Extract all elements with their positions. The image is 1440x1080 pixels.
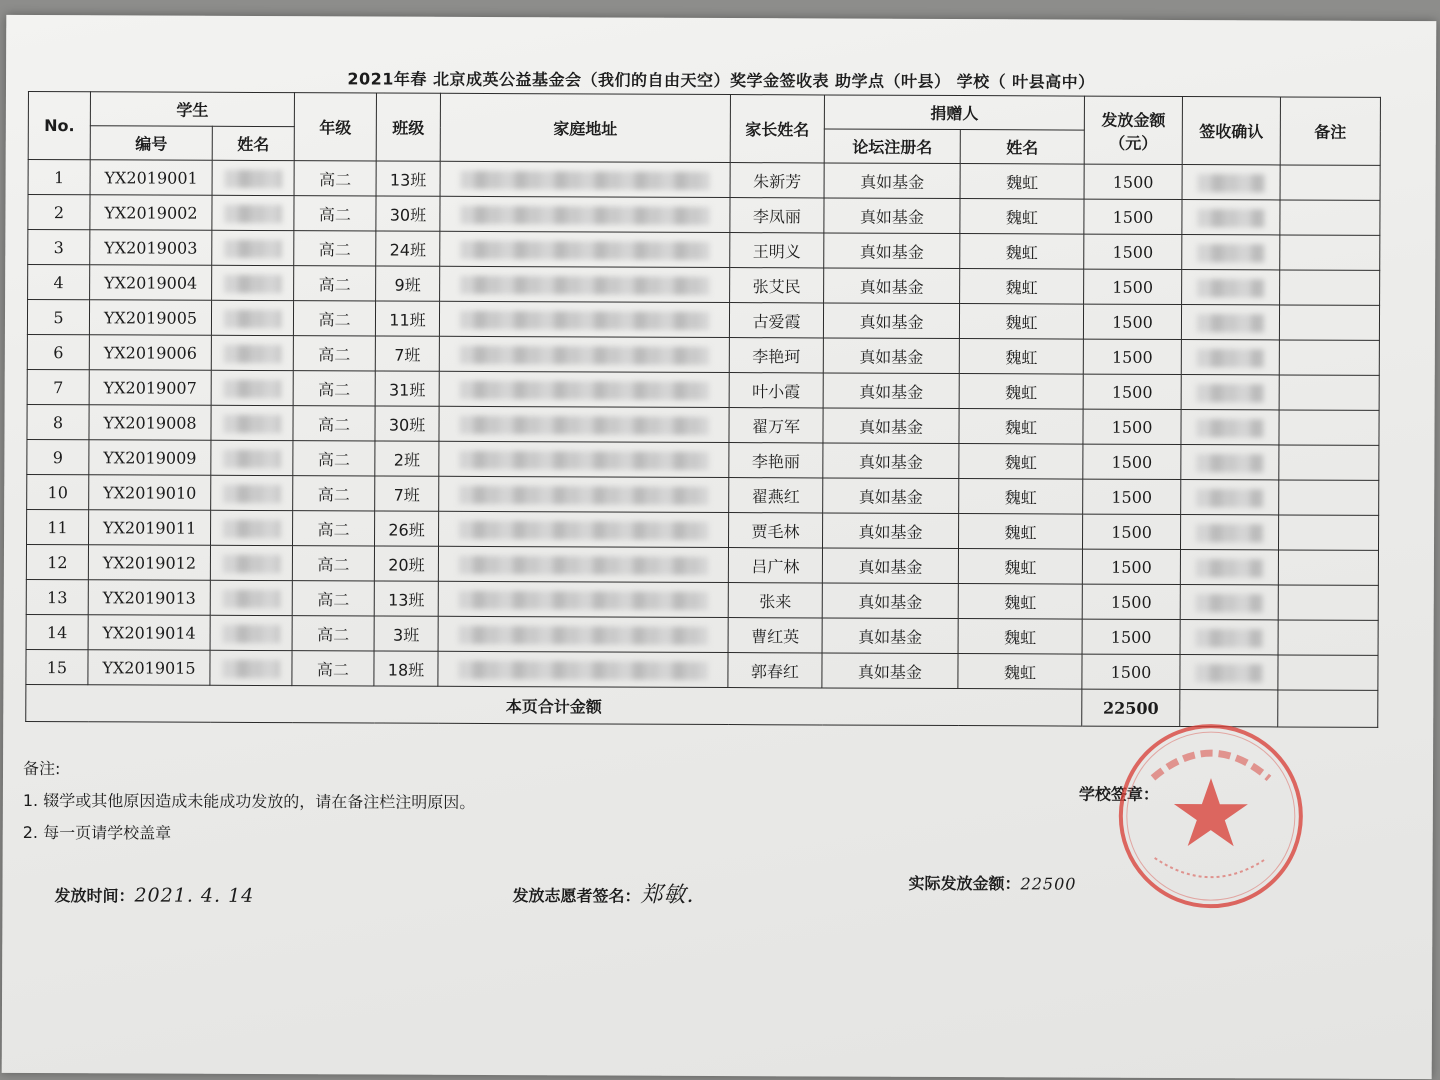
row-grade: 高二 — [294, 231, 376, 266]
row-no: 11 — [27, 509, 89, 544]
redaction-blur — [223, 590, 280, 608]
scholarship-receipt-sheet — [2, 15, 1437, 1079]
row-address-redacted — [438, 616, 728, 652]
row-amount: 1500 — [1083, 374, 1181, 409]
redaction-blur — [1195, 594, 1263, 612]
header-sign: 签收确认 — [1182, 97, 1280, 165]
row-grade: 高二 — [294, 161, 376, 196]
row-class: 20班 — [374, 546, 438, 581]
row-remark — [1279, 445, 1379, 480]
row-student-name-redacted — [210, 650, 292, 685]
row-forum-name: 真如基金 — [823, 373, 959, 409]
redaction-blur — [1195, 559, 1263, 577]
row-no: 15 — [26, 649, 88, 684]
document-title: 2021年春 北京成英公益基金会（我们的自由天空）奖学金签收表 助学点（叶县） 学校（ 叶县高中） — [347, 69, 1095, 92]
school-stamp-label: 学校签章： — [1078, 784, 1159, 804]
row-forum-name: 真如基金 — [824, 198, 960, 234]
row-remark — [1280, 270, 1380, 305]
issue-date-value: 2021. 4. 14 — [134, 884, 255, 907]
row-address-redacted — [440, 196, 730, 232]
table-row — [26, 649, 1378, 690]
row-grade: 高二 — [293, 406, 375, 441]
row-amount: 1500 — [1084, 164, 1182, 199]
table-row — [26, 544, 1378, 585]
row-signature-redacted — [1181, 340, 1279, 375]
row-signature-redacted — [1181, 305, 1279, 340]
row-donor-name: 魏虹 — [959, 479, 1083, 515]
header-donor-name: 姓名 — [960, 130, 1084, 165]
row-parent-name: 古爱霞 — [729, 303, 823, 338]
row-grade: 高二 — [293, 441, 375, 476]
row-no: 14 — [26, 614, 88, 649]
table-row — [28, 264, 1380, 305]
redaction-blur — [459, 556, 708, 575]
row-forum-name: 真如基金 — [824, 163, 960, 199]
redaction-blur — [1196, 489, 1264, 507]
row-student-name-redacted — [211, 370, 293, 405]
row-class: 7班 — [375, 336, 439, 371]
row-student-name-redacted — [212, 265, 294, 300]
row-no: 13 — [26, 579, 88, 614]
row-parent-name: 贾毛林 — [729, 513, 823, 548]
row-grade: 高二 — [293, 476, 375, 511]
row-class: 13班 — [374, 581, 438, 616]
redaction-blur — [224, 310, 281, 328]
table-row — [27, 474, 1379, 515]
row-signature-redacted — [1181, 410, 1279, 445]
row-parent-name: 郭春红 — [728, 653, 822, 688]
table-row — [28, 194, 1380, 235]
row-no: 1 — [28, 159, 90, 194]
row-no: 3 — [28, 229, 90, 264]
row-parent-name: 叶小霞 — [729, 373, 823, 408]
header-amount: 发放金额（元） — [1084, 96, 1182, 164]
row-student-name-redacted — [211, 300, 293, 335]
row-forum-name: 真如基金 — [822, 618, 958, 654]
row-parent-name: 翟万军 — [729, 408, 823, 443]
row-remark — [1279, 340, 1379, 375]
row-grade: 高二 — [292, 616, 374, 651]
redaction-blur — [1196, 454, 1264, 472]
row-forum-name: 真如基金 — [823, 443, 959, 479]
row-no: 8 — [27, 404, 89, 439]
header-class: 班级 — [376, 93, 440, 161]
table-row — [27, 404, 1379, 445]
row-student-id: YX2019012 — [88, 545, 210, 581]
row-no: 2 — [28, 194, 90, 229]
issue-date-label: 发放时间： — [54, 886, 135, 906]
total-label: 本页合计金额 — [505, 696, 602, 716]
redaction-blur — [460, 451, 709, 470]
header-remark: 备注 — [1280, 97, 1380, 165]
row-class: 13班 — [376, 161, 440, 196]
row-grade: 高二 — [292, 581, 374, 616]
table-row — [27, 299, 1379, 340]
row-class: 26班 — [375, 511, 439, 546]
row-address-redacted — [439, 441, 729, 477]
row-parent-name: 李艳丽 — [729, 443, 823, 478]
table-row — [27, 509, 1379, 550]
redaction-blur — [1196, 384, 1264, 402]
redaction-blur — [1197, 314, 1265, 332]
actual-amount — [908, 871, 1076, 895]
row-student-id: YX2019013 — [88, 580, 210, 616]
row-student-id: YX2019003 — [90, 230, 212, 266]
redaction-blur — [223, 625, 280, 643]
header-grade: 年级 — [294, 93, 376, 161]
row-donor-name: 魏虹 — [959, 409, 1083, 445]
row-no: 9 — [27, 439, 89, 474]
volunteer-label: 发放志愿者签名： — [512, 886, 641, 906]
redaction-blur — [461, 171, 710, 190]
row-student-name-redacted — [210, 615, 292, 650]
issue-date — [54, 883, 254, 907]
row-parent-name: 李艳珂 — [729, 338, 823, 373]
redaction-blur — [461, 241, 710, 260]
row-donor-name: 魏虹 — [959, 514, 1083, 550]
header-parent: 家长姓名 — [730, 95, 824, 163]
redaction-blur — [1196, 349, 1264, 367]
row-forum-name: 真如基金 — [823, 513, 959, 549]
header-forum-name: 论坛注册名 — [824, 129, 960, 164]
row-donor-name: 魏虹 — [958, 549, 1082, 585]
row-student-name-redacted — [212, 230, 294, 265]
row-student-id: YX2019006 — [89, 335, 211, 371]
row-forum-name: 真如基金 — [823, 338, 959, 374]
redaction-blur — [460, 276, 709, 295]
row-no: 12 — [26, 544, 88, 579]
row-grade: 高二 — [293, 336, 375, 371]
row-parent-name: 吕广林 — [728, 548, 822, 583]
row-class: 7班 — [375, 476, 439, 511]
total-label-cell — [26, 684, 1082, 726]
notes-heading: 备注: — [22, 758, 61, 779]
row-student-id: YX2019015 — [88, 650, 210, 686]
row-signature-redacted — [1180, 620, 1278, 655]
row-amount: 1500 — [1084, 234, 1182, 269]
row-signature-redacted — [1180, 655, 1278, 690]
redaction-blur — [223, 485, 280, 503]
row-address-redacted — [438, 546, 728, 582]
redaction-blur — [460, 381, 709, 400]
row-grade: 高二 — [293, 371, 375, 406]
row-donor-name: 魏虹 — [960, 199, 1084, 235]
volunteer-signature — [512, 877, 694, 909]
table-row — [28, 159, 1380, 200]
row-address-redacted — [439, 371, 729, 407]
row-remark — [1280, 235, 1380, 270]
row-forum-name: 真如基金 — [822, 548, 958, 584]
row-class: 24班 — [376, 231, 440, 266]
row-donor-name: 魏虹 — [959, 339, 1083, 375]
redaction-blur — [1197, 174, 1265, 192]
row-grade: 高二 — [293, 301, 375, 336]
row-student-id: YX2019014 — [88, 615, 210, 651]
row-address-redacted — [438, 581, 728, 617]
redaction-blur — [1195, 629, 1263, 647]
row-student-id: YX2019005 — [89, 300, 211, 336]
redaction-blur — [224, 240, 281, 258]
row-forum-name: 真如基金 — [824, 233, 960, 269]
row-remark — [1278, 585, 1378, 620]
row-signature-redacted — [1181, 445, 1279, 480]
row-forum-name: 真如基金 — [822, 583, 958, 619]
actual-amount-label: 实际发放金额： — [908, 873, 1021, 894]
redaction-blur — [1197, 209, 1265, 227]
row-parent-name: 曹红英 — [728, 618, 822, 653]
redaction-blur — [225, 170, 282, 188]
row-amount: 1500 — [1083, 514, 1181, 549]
row-no: 5 — [27, 299, 89, 334]
row-no: 10 — [27, 474, 89, 509]
row-class: 30班 — [375, 406, 439, 441]
redaction-blur — [225, 205, 282, 223]
redaction-blur — [460, 416, 709, 435]
row-address-redacted — [439, 336, 729, 372]
row-forum-name: 真如基金 — [823, 478, 959, 514]
row-remark — [1279, 410, 1379, 445]
actual-amount-value: 22500 — [1020, 874, 1077, 894]
row-donor-name: 魏虹 — [960, 164, 1084, 200]
row-no: 4 — [28, 264, 90, 299]
row-student-id: YX2019004 — [90, 265, 212, 301]
header-donor: 捐赠人 — [824, 95, 1084, 130]
row-student-name-redacted — [211, 405, 293, 440]
header-student-name: 姓名 — [212, 126, 294, 160]
redaction-blur — [1196, 419, 1264, 437]
redaction-blur — [223, 520, 280, 538]
row-parent-name: 张艾民 — [730, 268, 824, 303]
row-remark — [1278, 620, 1378, 655]
redaction-blur — [461, 206, 710, 225]
redaction-blur — [224, 380, 281, 398]
redaction-blur — [459, 486, 708, 505]
row-student-id: YX2019011 — [89, 510, 211, 546]
row-no: 7 — [27, 369, 89, 404]
row-remark — [1278, 655, 1378, 690]
table-row — [27, 369, 1379, 410]
row-student-id: YX2019007 — [89, 370, 211, 406]
row-forum-name: 真如基金 — [822, 653, 958, 689]
redaction-blur — [460, 311, 709, 330]
header-no: No. — [28, 91, 90, 159]
notes-section — [23, 753, 476, 851]
row-amount: 1500 — [1083, 444, 1181, 479]
row-student-id: YX2019001 — [90, 160, 212, 196]
row-student-id: YX2019010 — [89, 475, 211, 511]
redaction-blur — [223, 555, 280, 573]
school-seal-stamp — [1112, 718, 1309, 915]
row-student-name-redacted — [211, 510, 293, 545]
row-address-redacted — [438, 651, 728, 687]
row-signature-redacted — [1181, 375, 1279, 410]
row-student-name-redacted — [212, 160, 294, 195]
redaction-blur — [1196, 524, 1264, 542]
header-student: 学生 — [90, 92, 294, 127]
redaction-blur — [1195, 664, 1263, 682]
table-row — [27, 334, 1379, 375]
volunteer-signature-value: 郑敏. — [640, 882, 695, 908]
row-address-redacted — [440, 266, 730, 302]
row-donor-name: 魏虹 — [958, 584, 1082, 620]
row-donor-name: 魏虹 — [959, 374, 1083, 410]
row-parent-name: 李凤丽 — [730, 198, 824, 233]
redaction-blur — [1197, 279, 1265, 297]
note-item-2: 2. 每一页请学校盖章 — [22, 822, 172, 843]
row-amount: 1500 — [1084, 269, 1182, 304]
row-forum-name: 真如基金 — [823, 408, 959, 444]
redaction-blur — [223, 450, 280, 468]
row-address-redacted — [440, 161, 730, 197]
redaction-blur — [224, 275, 281, 293]
row-address-redacted — [439, 301, 729, 337]
row-signature-redacted — [1181, 480, 1279, 515]
row-student-name-redacted — [212, 195, 294, 230]
row-class: 11班 — [375, 301, 439, 336]
row-amount: 1500 — [1082, 549, 1180, 584]
row-student-name-redacted — [210, 580, 292, 615]
row-parent-name: 张来 — [728, 583, 822, 618]
row-grade: 高二 — [293, 511, 375, 546]
row-amount: 1500 — [1083, 339, 1181, 374]
row-remark — [1280, 165, 1380, 200]
row-remark — [1278, 550, 1378, 585]
row-remark — [1279, 375, 1379, 410]
row-class: 3班 — [374, 616, 438, 651]
row-no: 6 — [27, 334, 89, 369]
row-student-id: YX2019008 — [89, 405, 211, 441]
redaction-blur — [224, 415, 281, 433]
redaction-blur — [223, 660, 280, 678]
row-donor-name: 魏虹 — [958, 619, 1082, 655]
row-student-id: YX2019009 — [89, 440, 211, 476]
row-parent-name: 翟燕红 — [729, 478, 823, 513]
row-signature-redacted — [1181, 515, 1279, 550]
redaction-blur — [224, 345, 281, 363]
row-amount: 1500 — [1082, 619, 1180, 654]
row-class: 18班 — [374, 651, 438, 686]
row-grade: 高二 — [292, 546, 374, 581]
row-student-name-redacted — [210, 545, 292, 580]
row-parent-name: 朱新芳 — [730, 163, 824, 198]
row-signature-redacted — [1180, 550, 1278, 585]
redaction-blur — [459, 591, 708, 610]
row-remark — [1279, 305, 1379, 340]
row-student-name-redacted — [211, 475, 293, 510]
row-signature-redacted — [1182, 270, 1280, 305]
row-amount: 1500 — [1083, 409, 1181, 444]
row-donor-name: 魏虹 — [958, 654, 1082, 690]
row-signature-redacted — [1182, 165, 1280, 200]
redaction-blur — [459, 661, 708, 680]
row-amount: 1500 — [1084, 199, 1182, 234]
row-signature-redacted — [1180, 585, 1278, 620]
row-grade: 高二 — [294, 266, 376, 301]
row-class: 30班 — [376, 196, 440, 231]
row-class: 2班 — [375, 441, 439, 476]
row-forum-name: 真如基金 — [823, 303, 959, 339]
row-address-redacted — [439, 406, 729, 442]
row-parent-name: 王明义 — [730, 233, 824, 268]
row-amount: 1500 — [1083, 479, 1181, 514]
row-amount: 1500 — [1083, 304, 1181, 339]
row-donor-name: 魏虹 — [960, 234, 1084, 270]
row-address-redacted — [439, 511, 729, 547]
row-signature-redacted — [1182, 235, 1280, 270]
redaction-blur — [460, 346, 709, 365]
redaction-blur — [459, 521, 708, 540]
row-class: 31班 — [375, 371, 439, 406]
note-item-1: 1. 辍学或其他原因造成未能成功发放的，请在备注栏注明原因。 — [22, 790, 476, 812]
header-student-id: 编号 — [90, 126, 212, 161]
row-amount: 1500 — [1082, 654, 1180, 689]
row-forum-name: 真如基金 — [824, 268, 960, 304]
row-student-name-redacted — [211, 440, 293, 475]
row-grade: 高二 — [292, 651, 374, 686]
row-remark — [1280, 200, 1380, 235]
table-row — [26, 579, 1378, 620]
row-signature-redacted — [1182, 200, 1280, 235]
receipt-table — [25, 91, 1381, 728]
redaction-blur — [459, 626, 708, 645]
header-address: 家庭地址 — [440, 93, 730, 162]
row-donor-name: 魏虹 — [959, 444, 1083, 480]
row-amount: 1500 — [1082, 584, 1180, 619]
row-address-redacted — [440, 231, 730, 267]
row-grade: 高二 — [294, 196, 376, 231]
row-donor-name: 魏虹 — [959, 304, 1083, 340]
row-class: 9班 — [376, 266, 440, 301]
row-donor-name: 魏虹 — [960, 269, 1084, 305]
row-student-id: YX2019002 — [90, 195, 212, 231]
row-address-redacted — [439, 476, 729, 512]
total-amount: 22500 — [1082, 689, 1180, 726]
table-row — [26, 614, 1378, 655]
redaction-blur — [1197, 244, 1265, 262]
table-row — [27, 439, 1379, 480]
table-row — [28, 229, 1380, 270]
row-remark — [1279, 480, 1379, 515]
row-student-name-redacted — [211, 335, 293, 370]
row-remark — [1279, 515, 1379, 550]
